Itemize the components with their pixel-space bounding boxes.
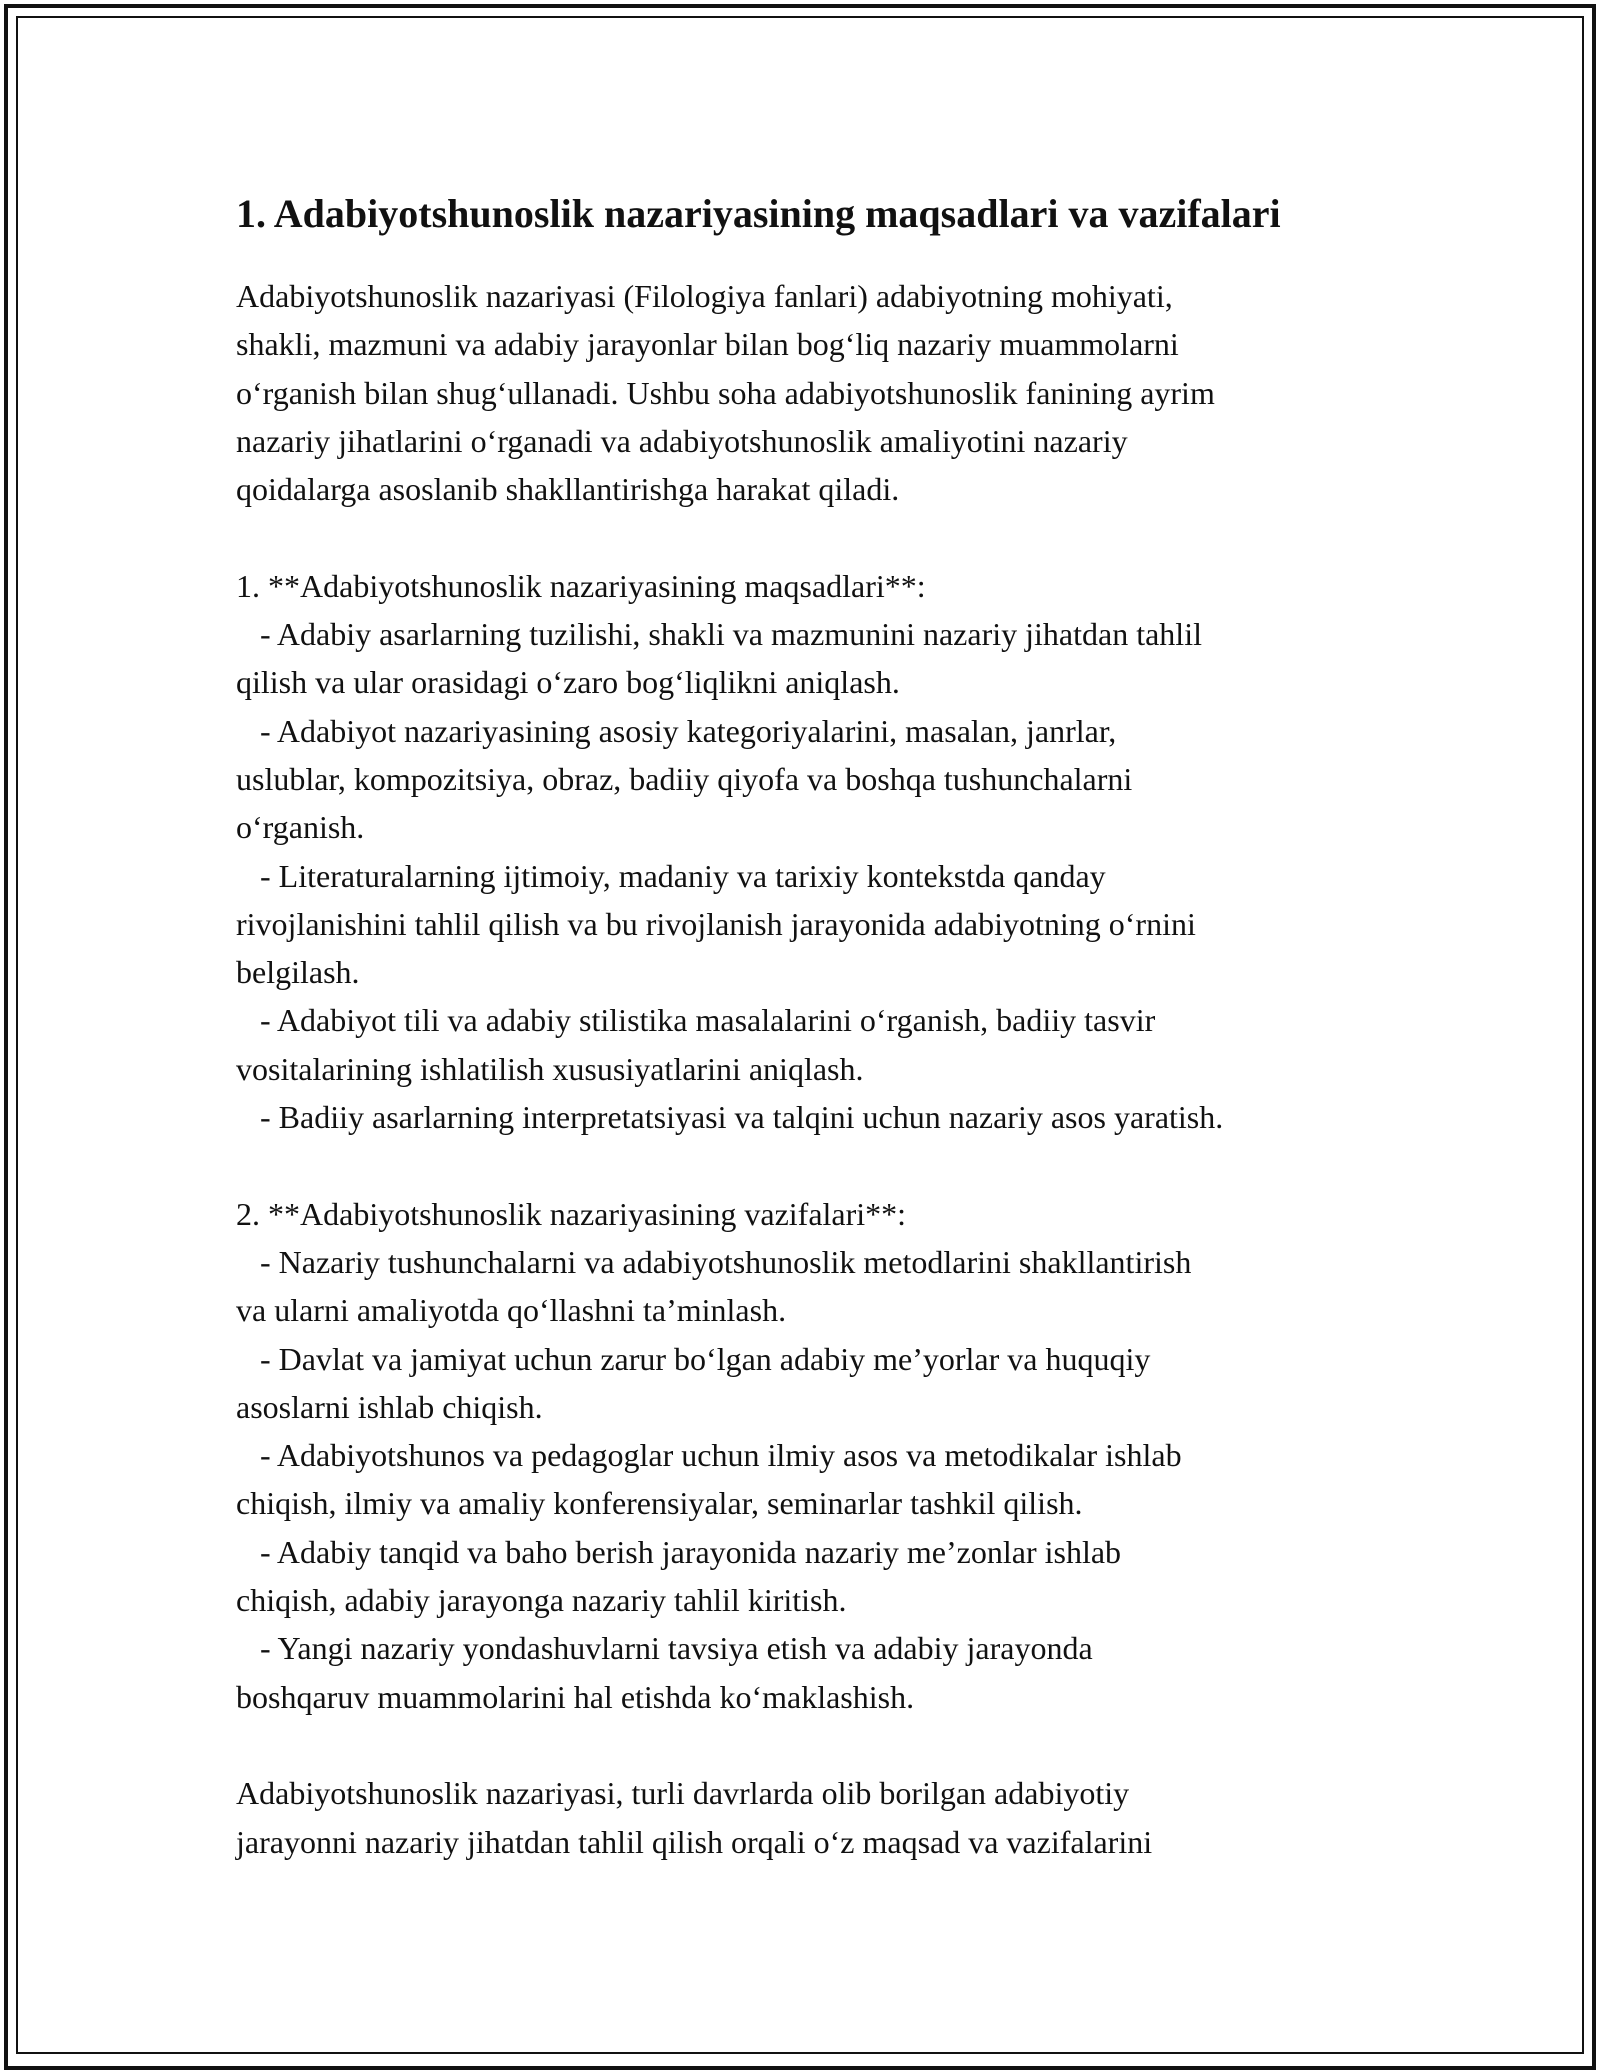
list-item-line: - Adabiyot nazariyasining asosiy kategoriyalarini, masalan, janrlar,	[236, 712, 1117, 749]
list-item-line: - Nazariy tushunchalarni va adabiyotshunoslik metodlarini shakllantirish	[236, 1243, 1192, 1280]
document-title: 1. Adabiyotshunoslik nazariyasining maqsadlari va vazifalari	[236, 191, 1281, 236]
section-tasks	[236, 1190, 1386, 1721]
list-item-line: - Adabiyotshunos va pedagoglar uchun ilmiy asos va metodikalar ishlab	[236, 1437, 1182, 1474]
paragraph-gap	[236, 513, 1386, 561]
list-item-line: qilish va ular orasidagi o‘zaro bog‘liqlikni aniqlash.	[236, 664, 900, 701]
section-heading: 2. **Adabiyotshunoslik nazariyasining vazifalari**:	[236, 1195, 907, 1232]
paragraph-gap	[236, 1141, 1386, 1189]
section-heading: 1. **Adabiyotshunoslik nazariyasining maqsadlari**:	[236, 567, 926, 604]
document-body	[236, 182, 1386, 1866]
list-item-line: chiqish, ilmiy va amaliy konferensiyalar, seminarlar tashkil qilish.	[236, 1485, 1083, 1522]
list-item-line: - Davlat va jamiyat uchun zarur bo‘lgan adabiy me’yorlar va huquqiy	[236, 1340, 1151, 1377]
conclusion-paragraph	[236, 1769, 1386, 1866]
text-line: qoidalarga asoslanib shakllantirishga harakat qiladi.	[236, 471, 900, 508]
list-item-line: vositalarining ishlatilish xususiyatlarini aniqlash.	[236, 1050, 864, 1087]
list-item-line: - Literaturalarning ijtimoiy, madaniy va tarixiy kontekstda qanday	[236, 857, 1106, 894]
list-item-line: belgilash.	[236, 954, 360, 991]
list-item-line: uslublar, kompozitsiya, obraz, badiiy qiyofa va boshqa tushunchalarni	[236, 760, 1133, 797]
section-goals	[236, 562, 1386, 1142]
list-item-line: - Adabiyot tili va adabiy stilistika masalalarini o‘rganish, badiiy tasvir	[236, 1002, 1156, 1039]
paragraph-gap	[236, 1721, 1386, 1769]
intro-paragraph	[236, 272, 1386, 513]
list-item-line: - Yangi nazariy yondashuvlarni tavsiya etish va adabiy jarayonda	[236, 1630, 1093, 1667]
text-line: o‘rganish bilan shug‘ullanadi. Ushbu soha adabiyotshunoslik fanining ayrim	[236, 374, 1215, 411]
list-item-line: asoslarni ishlab chiqish.	[236, 1388, 543, 1425]
text-line: shakli, mazmuni va adabiy jarayonlar bilan bog‘liq nazariy muammolarni	[236, 326, 1179, 363]
list-item-line: boshqaruv muammolarini hal etishda ko‘maklashish.	[236, 1678, 915, 1715]
list-item-line: va ularni amaliyotda qo‘llashni ta’minlash.	[236, 1292, 787, 1329]
text-line: Adabiyotshunoslik nazariyasi, turli davrlarda olib borilgan adabiyotiy	[236, 1775, 1130, 1812]
text-line: jarayonni nazariy jihatdan tahlil qilish orqali o‘z maqsad va vazifalarini	[236, 1823, 1153, 1860]
list-item-line: rivojlanishini tahlil qilish va bu rivojlanish jarayonida adabiyotning o‘rnini	[236, 905, 1196, 942]
text-line: nazariy jihatlarini o‘rganadi va adabiyotshunoslik amaliyotini nazariy	[236, 422, 1128, 459]
list-item-line: - Adabiy asarlarning tuzilishi, shakli va mazmunini nazariy jihatdan tahlil	[236, 616, 1202, 653]
text-line: Adabiyotshunoslik nazariyasi (Filologiya fanlari) adabiyotning mohiyati,	[236, 278, 1173, 314]
list-item-line: - Adabiy tanqid va baho berish jarayonida nazariy me’zonlar ishlab	[236, 1533, 1122, 1570]
list-item-line: chiqish, adabiy jarayonga nazariy tahlil kiritish.	[236, 1582, 847, 1619]
list-item-line: o‘rganish.	[236, 809, 365, 846]
list-item-line: - Badiiy asarlarning interpretatsiyasi va talqini uchun nazariy asos yaratish.	[236, 1099, 1224, 1136]
